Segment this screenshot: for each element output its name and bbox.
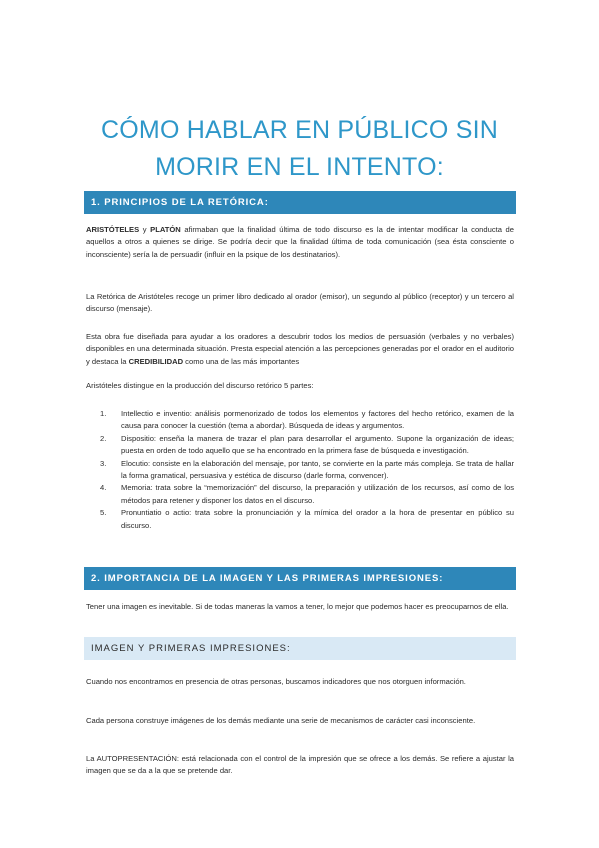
bold-platon: PLATÓN	[150, 225, 181, 234]
title-line-2: MORIR EN EL INTENTO:	[155, 153, 444, 181]
list-item: 2. Dispositio: enseña la manera de trazar el plan para desarrollar el argumento. Supone la organización de ideas; puesta en orden de todo aquello que se ha encontrado en la primera fase de búsqueda e investigación.	[100, 433, 514, 456]
p1-body: afirmaban que la finalidad última de todo discurso es la de intentar modificar la conducta de aquellos a otros a quienes se dirige. Se podría decir que la finalidad última de toda comunicación (sea ésta consciente o inconsciente) sería la de persuadir (influir en la psique de los destinatarios).	[86, 225, 514, 259]
subsection-paragraph-1: Cuando nos encontramos en presencia de otras personas, buscamos indicadores que nos otorguen información.	[86, 677, 466, 686]
section-1-paragraph-1	[86, 224, 514, 261]
section-1-heading: 1. PRINCIPIOS DE LA RETÓRICA:	[84, 191, 516, 214]
section-2-heading: 2. IMPORTANCIA DE LA IMAGEN Y LAS PRIMERAS IMPRESIONES:	[84, 567, 516, 590]
document-title	[40, 112, 559, 186]
subsection-paragraph-2: Cada persona construye imágenes de los demás mediante una serie de mecanismos de carácter casi inconsciente.	[86, 716, 476, 725]
p3-end: como una de las más importantes	[183, 356, 300, 366]
list-item: 1. Intellectio e inventio: análisis pormenorizado de todos los elementos y factores del hecho retórico, examen de la causa para conocer la cuestión (tema a abordar). Búsqueda de ideas y argumentos.	[100, 409, 514, 431]
list-item: 3. Elocutio: consiste en la elaboración del mensaje, por tanto, se convierte en la parte más compleja. Se trata de hallar la forma gramatical, persuasiva y estética de discurso (darle forma, convencer).	[100, 458, 514, 481]
section-1-paragraph-3	[86, 331, 514, 368]
bold-aristoteles: ARISTÓTELES	[86, 225, 140, 234]
list-item: 4. Memoria: trata sobre la “memorización” del discurso, la preparación y utilización de los recursos, así como de los métodos para retener y disponer los datos en el discurso.	[100, 483, 514, 505]
rhetoric-parts-list	[100, 408, 514, 532]
p1-connector: y	[139, 225, 151, 234]
subsection-heading: IMAGEN Y PRIMERAS IMPRESIONES:	[84, 637, 516, 660]
list-item: 5. Pronuntiatio o actio: trata sobre la pronunciación y la mímica del orador a la hora de presentar en público su discurso.	[100, 508, 514, 530]
section-2-paragraph-1: Tener una imagen es inevitable. Si de todas maneras la vamos a tener, lo mejor que podemos hacer es preocuparnos de ella.	[86, 602, 509, 611]
title-line-1: CÓMO HABLAR EN PÚBLICO SIN	[101, 116, 498, 144]
p3-body: Esta obra fue diseñada para ayudar a los oradores a descubrir todos los medios de persuasión (verbales y no verbales) disponibles en una determinada situación. Presta especial atención a las percepciones generadas por el orador en el auditorio y destaca la	[86, 332, 514, 366]
section-1-paragraph-2: La Retórica de Aristóteles recoge un primer libro dedicado al orador (emisor), un segundo al público (receptor) y un tercero al discurso (mensaje).	[86, 292, 514, 314]
bold-credibilidad: CREDIBILIDAD	[128, 356, 184, 366]
section-1-paragraph-4: Aristóteles distingue en la producción del discurso retórico 5 partes:	[86, 381, 314, 390]
subsection-paragraph-3: La AUTOPRESENTACIÓN: está relacionada con el control de la impresión que se ofrece a los demás. Se refiere a ajustar la imagen que se da a la que se pretende dar.	[86, 754, 514, 776]
